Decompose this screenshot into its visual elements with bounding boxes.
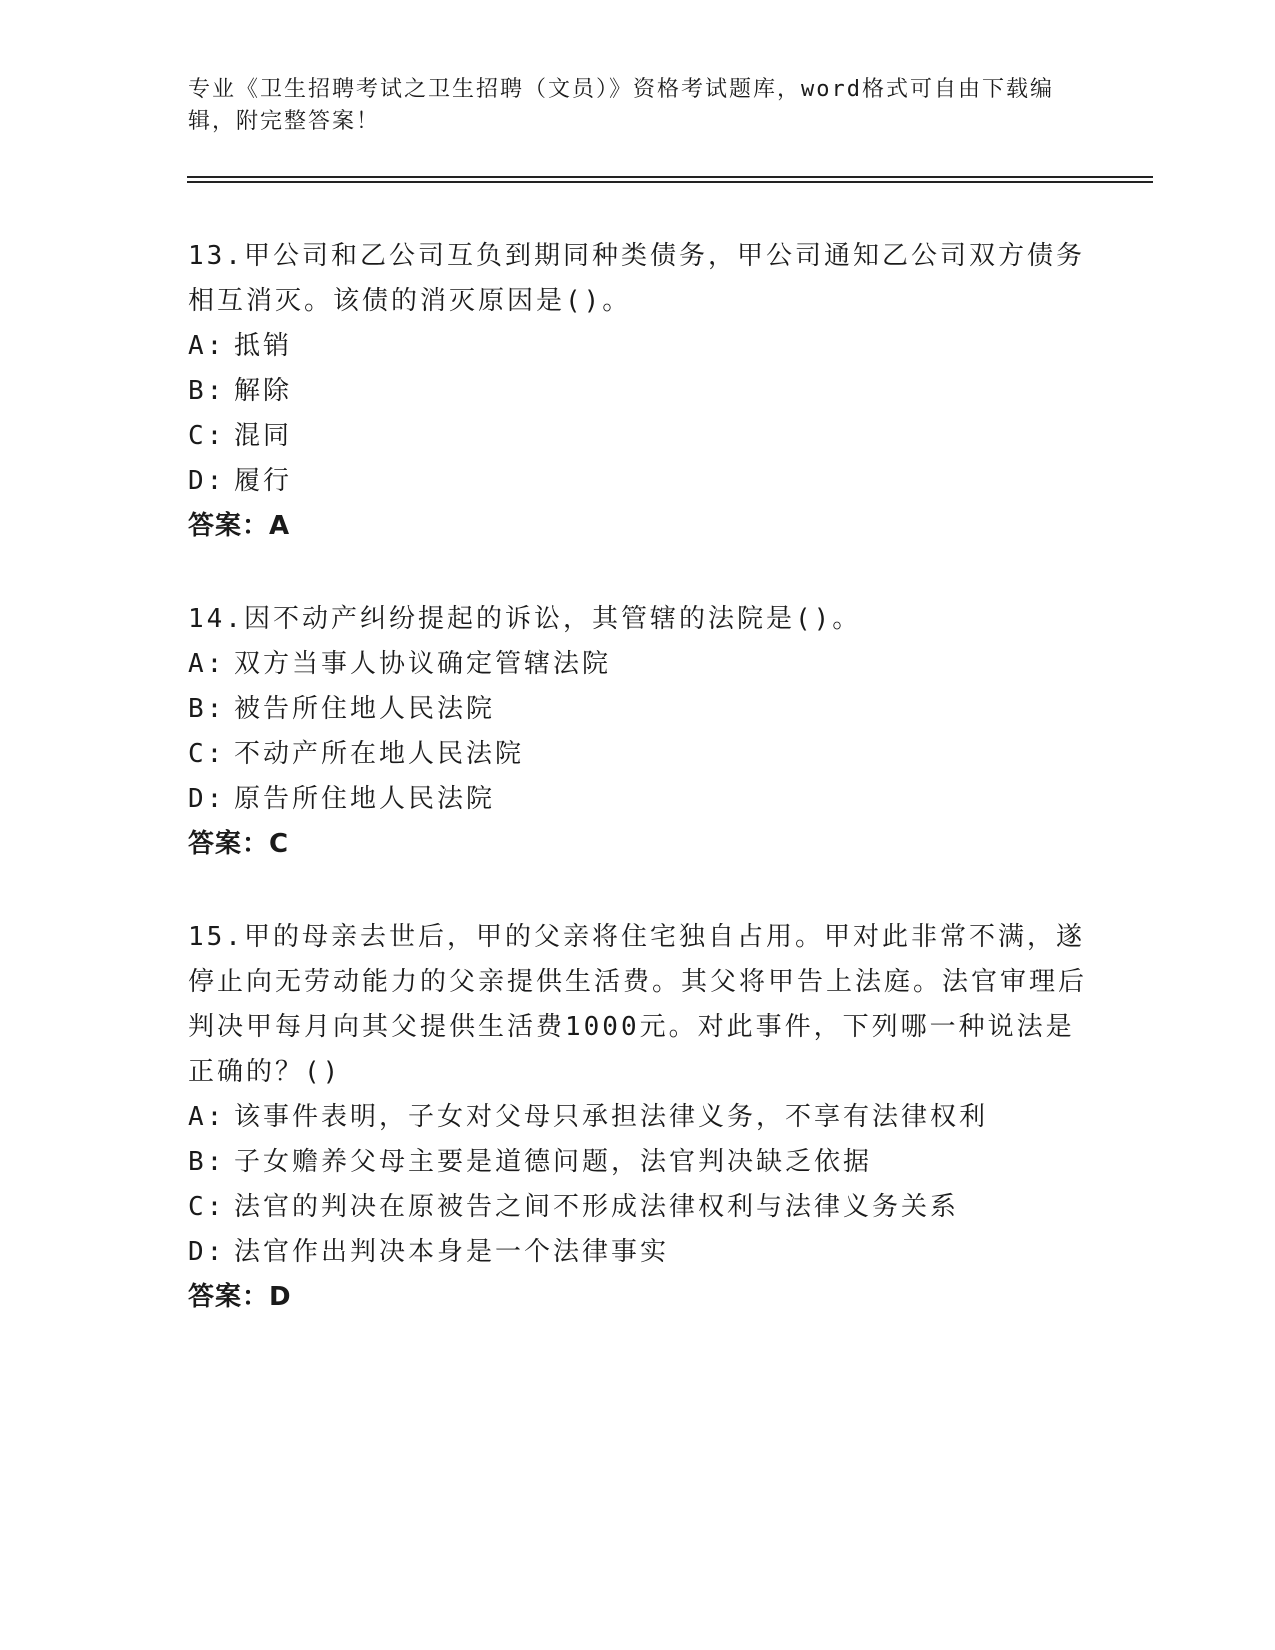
option-c <box>188 1185 1088 1230</box>
option-text: 抵销 <box>234 331 293 361</box>
document-header: 专业《卫生招聘考试之卫生招聘（文员）》资格考试题库，word格式可自由下载编辑，附完整答案！ <box>188 77 1054 134</box>
option-b <box>188 369 1088 414</box>
option-letter: A: <box>188 331 226 361</box>
option-text: 原告所住地人民法院 <box>234 784 496 814</box>
answer-line: 答案：A <box>188 511 291 541</box>
option-a <box>188 1095 1088 1140</box>
option-text: 不动产所在地人民法院 <box>234 739 525 769</box>
option-letter: A: <box>188 649 226 679</box>
option-b <box>188 687 1088 732</box>
option-letter: B: <box>188 376 226 406</box>
option-letter: C: <box>188 421 226 451</box>
question-14 <box>188 597 1088 867</box>
header-divider-bottom <box>187 181 1153 183</box>
option-text: 履行 <box>234 466 293 496</box>
option-text: 双方当事人协议确定管辖法院 <box>234 649 612 679</box>
option-text: 法官作出判决本身是一个法律事实 <box>234 1237 670 1267</box>
option-c <box>188 414 1088 459</box>
header-divider-top <box>187 176 1153 178</box>
option-text: 解除 <box>234 376 293 406</box>
option-letter: D: <box>188 466 226 496</box>
option-letter: D: <box>188 1237 226 1267</box>
option-letter: A: <box>188 1102 226 1132</box>
option-text: 子女赡养父母主要是道德问题，法官判决缺乏依据 <box>234 1147 873 1177</box>
option-d <box>188 459 1088 504</box>
option-letter: B: <box>188 694 226 724</box>
option-c <box>188 732 1088 777</box>
option-text: 混同 <box>234 421 293 451</box>
question-15 <box>188 915 1088 1320</box>
option-text: 该事件表明，子女对父母只承担法律义务，不享有法律权利 <box>234 1102 989 1132</box>
answer-line: 答案：D <box>188 1282 292 1312</box>
option-text: 被告所住地人民法院 <box>234 694 496 724</box>
question-13 <box>188 234 1088 549</box>
option-b <box>188 1140 1088 1185</box>
option-a <box>188 324 1088 369</box>
option-text: 法官的判决在原被告之间不形成法律权利与法律义务关系 <box>234 1192 960 1222</box>
answer-line: 答案：C <box>188 829 290 859</box>
option-letter: C: <box>188 1192 226 1222</box>
option-d <box>188 1230 1088 1275</box>
option-letter: B: <box>188 1147 226 1177</box>
option-a <box>188 642 1088 687</box>
question-stem: 13.甲公司和乙公司互负到期同种类债务，甲公司通知乙公司双方债务相互消灭。该债的消灭原因是()。 <box>188 241 1085 316</box>
option-d <box>188 777 1088 822</box>
option-letter: C: <box>188 739 226 769</box>
question-stem: 14.因不动产纠纷提起的诉讼，其管辖的法院是()。 <box>188 604 862 634</box>
question-stem: 15.甲的母亲去世后，甲的父亲将住宅独自占用。甲对此非常不满，遂停止向无劳动能力的父亲提供生活费。其父将甲告上法庭。法官审理后判决甲每月向其父提供生活费1000元。对此事件，下列哪一种说法是正确的？() <box>188 922 1088 1087</box>
option-letter: D: <box>188 784 226 814</box>
